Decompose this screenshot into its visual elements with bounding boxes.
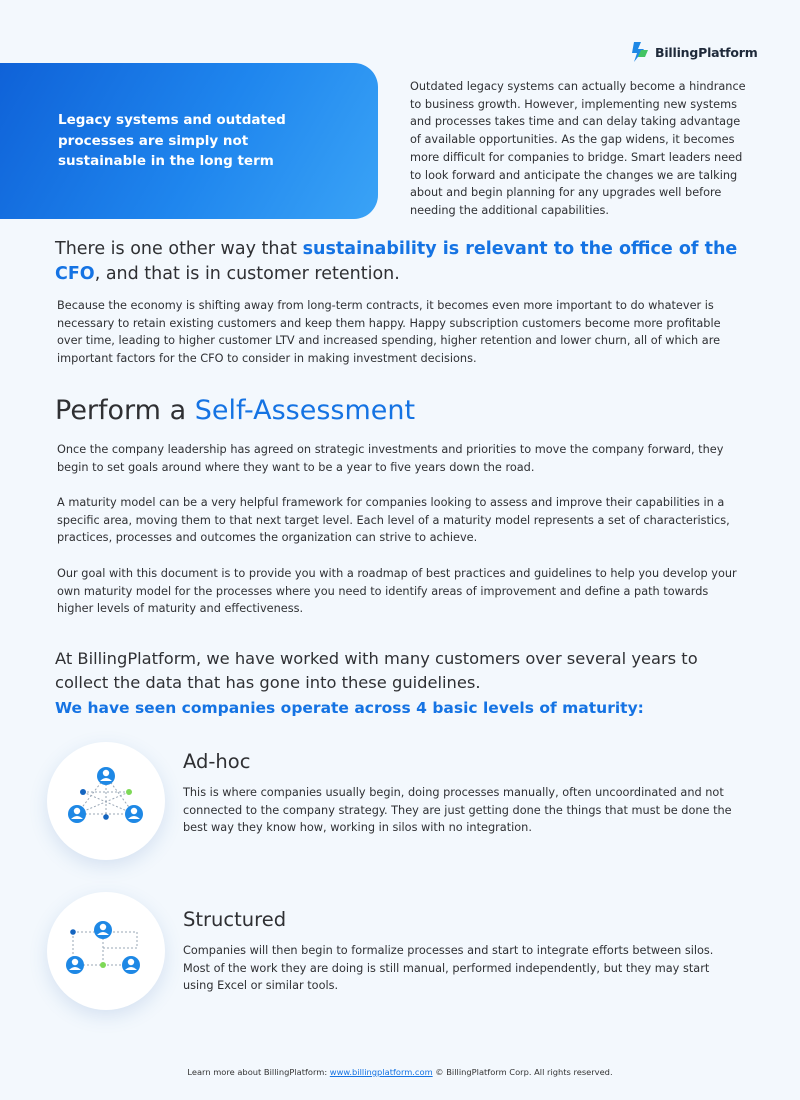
assessment-paragraph-2: A maturity model can be a very helpful framework for companies looking to assess and improve their capabilities in a specific area, moving them to that next target level. Each level of a maturity model represents a set of characteristics, practices, processes and outcomes the organization can strive to achieve. <box>57 496 730 544</box>
footer-website-link[interactable]: www.billingplatform.com <box>329 1067 433 1077</box>
brand-logo <box>630 40 758 64</box>
sustainability-heading-pre: There is one other way that <box>55 239 303 259</box>
footer-prefix: Learn more about BillingPlatform: <box>187 1067 330 1077</box>
maturity-intro: At BillingPlatform, we have worked with many customers over several years to collect the data that has gone into these guidelines. <box>55 649 698 692</box>
level-structured-description: Companies will then begin to formalize processes and start to integrate efforts between silos. Most of the work they are doing is still manual, performed independently, but they may start using Excel or similar tools. <box>183 944 714 992</box>
level-ad-hoc-description: This is where companies usually begin, doing processes manually, often uncoordinated and not connected to the company strategy. They are just getting done the things that must be done the best way they know how, working in silos with no integration. <box>183 786 732 834</box>
callout-box <box>0 63 378 219</box>
sustainability-heading-post: , and that is in customer retention. <box>94 264 400 284</box>
level-structured-title: Structured <box>183 908 287 931</box>
sustainability-heading-highlight: sustainability is relevant to the office of the CFO <box>55 239 738 284</box>
sustainability-heading <box>55 237 755 287</box>
ad-hoc-icon-circle <box>47 742 165 860</box>
footer <box>0 1067 800 1077</box>
callout-text: Legacy systems and outdated processes are simply not sustainable in the long term <box>58 112 286 169</box>
sustainability-paragraph: Because the economy is shifting away from long-term contracts, it becomes even more important to do whatever is necessary to retain existing customers and keep them happy. Happy subscription customers become more profitable over time, leading to higher customer LTV and increased spending, higher retention and lower churn, all of which are important factors for the CFO to consider in making investment decisions. <box>57 299 721 365</box>
section-title-highlight: Self-Assessment <box>194 395 416 426</box>
section-title-pre: Perform a <box>55 395 195 426</box>
structured-network-icon <box>47 892 165 1010</box>
structured-icon-circle <box>47 892 165 1010</box>
billingplatform-logo-icon <box>630 40 650 64</box>
section-title <box>55 392 415 430</box>
brand-name: BillingPlatform <box>655 44 758 60</box>
intro-paragraph: Outdated legacy systems can actually become a hindrance to business growth. However, implementing new systems and processes takes time and can delay taking advantage of available opportunities. As the gap widens, it becomes more difficult for companies to bridge. Smart leaders need to look forward and anticipate the changes we are talking about and begin planning for any upgrades well before needing the additional capabilities. <box>410 80 746 217</box>
maturity-highlight: We have seen companies operate across 4 basic levels of maturity: <box>55 699 644 717</box>
footer-suffix: © BillingPlatform Corp. All rights reserved. <box>432 1067 613 1077</box>
assessment-paragraph-1: Once the company leadership has agreed on strategic investments and priorities to move the company forward, they begin to set goals around where they want to be a year to five years down the road. <box>57 443 724 474</box>
level-ad-hoc-title: Ad-hoc <box>183 750 251 773</box>
assessment-paragraph-3: Our goal with this document is to provide you with a roadmap of best practices and guidelines to help you develop your own maturity model for the processes where you need to identify areas of improvement and define a path towards higher levels of maturity and effectiveness. <box>57 567 737 615</box>
ad-hoc-network-icon <box>47 742 165 860</box>
